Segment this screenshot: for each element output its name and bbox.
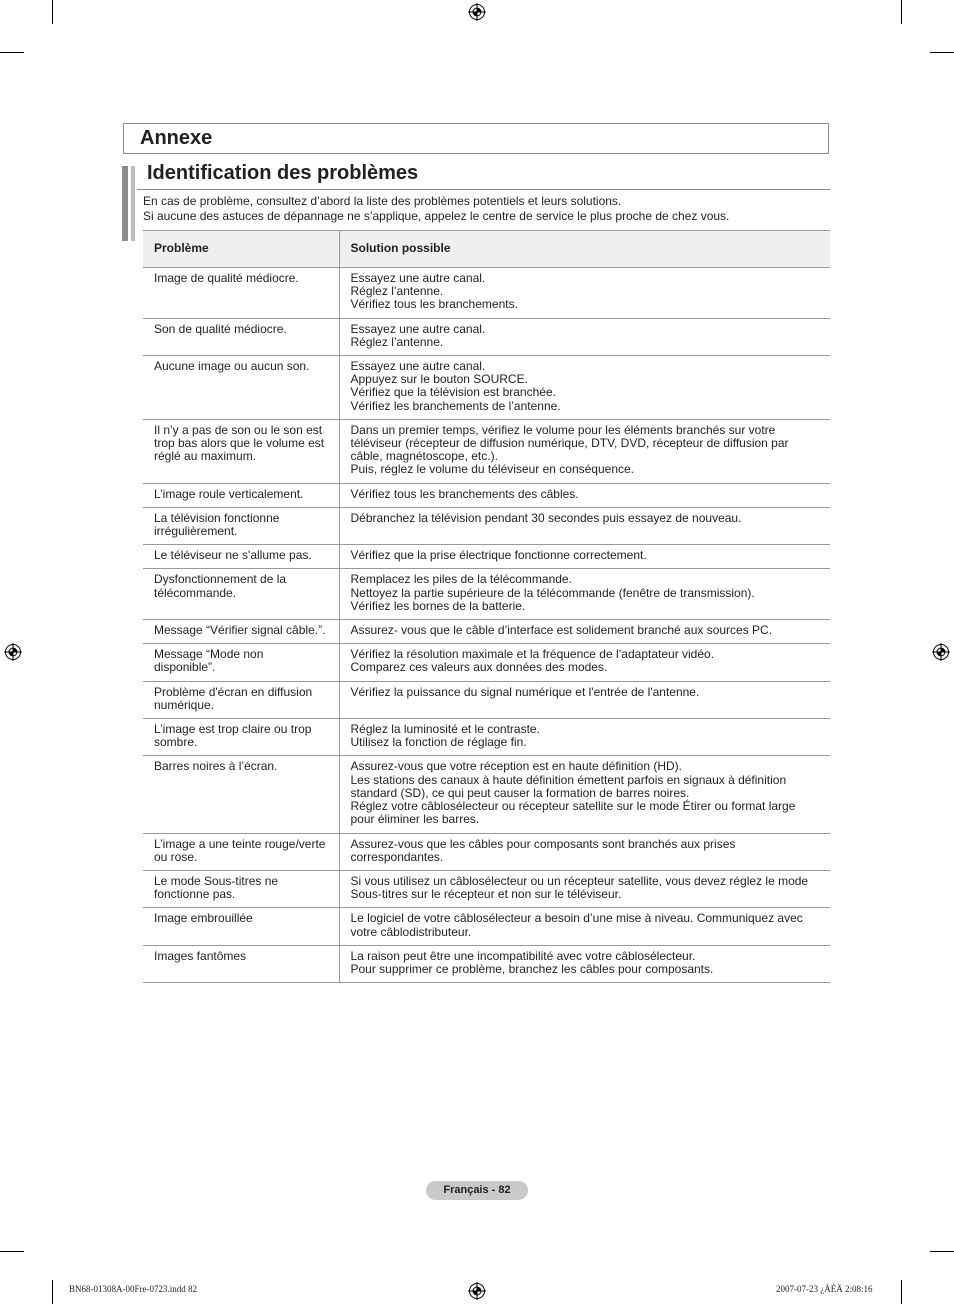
section-title: Annexe	[140, 127, 213, 149]
solution-cell	[339, 681, 830, 718]
problem-cell: Images fantômes	[143, 945, 339, 982]
problem-cell: Problème d'écran en diffusion numérique.	[143, 681, 339, 718]
solution-line: Essayez une autre canal.	[350, 271, 486, 285]
solution-cell	[339, 620, 830, 644]
solution-line: Réglez votre câblosélecteur ou récepteur satellite sur le mode Étirer ou format large pour éliminer les barres.	[350, 799, 796, 827]
solution-line: Vérifiez tous les branchements.	[350, 297, 518, 312]
solution-line: Débranchez la télévision pendant 30 secondes puis essayez de nouveau.	[350, 510, 742, 525]
solution-line: Vérifiez la résolution maximale et la fréquence de l’adaptateur vidéo.	[350, 647, 715, 662]
side-bar-light	[131, 166, 135, 241]
crop-mark	[0, 1251, 24, 1252]
solution-line: Vérifiez les branchements de l’antenne.	[350, 398, 561, 413]
intro-line: En cas de problème, consultez d’abord la liste des problèmes potentiels et leurs solutions.	[143, 194, 622, 208]
table-row	[143, 945, 830, 982]
crop-mark	[930, 1251, 954, 1252]
solution-cell	[339, 908, 830, 945]
solution-line: La raison peut être une incompatibilité avec votre câblosélecteur.	[350, 948, 696, 963]
table-row	[143, 620, 830, 644]
page-title: Identification des problèmes	[147, 162, 419, 184]
solution-line: Vérifiez tous les branchements des câbles.	[350, 486, 579, 501]
solution-cell	[339, 356, 830, 420]
solution-line: Puis, réglez le volume du téléviseur en conséquence.	[350, 462, 634, 477]
print-timestamp: 2007-07-23 ¿ÀÈÄ 2:08:16	[776, 1284, 873, 1294]
solution-line: Appuyez sur le bouton SOURCE.	[350, 372, 528, 387]
registration-mark-icon	[468, 1282, 486, 1300]
crop-mark	[52, 0, 53, 24]
problem-cell: Son de qualité médiocre.	[143, 318, 339, 355]
problem-cell: Barres noires à l’écran.	[143, 756, 339, 833]
problem-cell: L’image roule verticalement.	[143, 483, 339, 507]
crop-mark	[901, 1280, 902, 1304]
table-row	[143, 507, 830, 544]
solution-line: Comparez ces valeurs aux données des modes.	[350, 660, 608, 675]
problem-cell: Message “Vérifier signal câble.”.	[143, 620, 339, 644]
solution-cell	[339, 644, 830, 681]
crop-mark	[901, 0, 902, 24]
table-row	[143, 569, 830, 620]
solution-cell	[339, 870, 830, 907]
solution-cell	[339, 483, 830, 507]
solution-line: Remplacez les piles de la télécommande.	[350, 572, 572, 587]
column-header-solution: Solution possible	[339, 231, 830, 268]
solution-cell	[339, 756, 830, 833]
column-header-problem: Problème	[143, 231, 339, 268]
problem-cell: Il n’y a pas de son ou le son est trop bas alors que le volume est réglé au maximum.	[143, 419, 339, 483]
crop-mark	[930, 52, 954, 53]
intro-line: Si aucune des astuces de dépannage ne s’applique, appelez le centre de service le plus proche de chez vous.	[143, 209, 730, 223]
problem-cell: Le mode Sous-titres ne fonctionne pas.	[143, 870, 339, 907]
solution-line: Vérifiez la puissance du signal numérique et l'entrée de l'antenne.	[350, 684, 700, 699]
solution-line: Assurez-vous que les câbles pour composants sont branchés aux prises correspondantes.	[350, 836, 736, 864]
crop-mark	[0, 52, 24, 53]
problem-cell: Image de qualité médiocre.	[143, 268, 339, 319]
solution-cell	[339, 569, 830, 620]
title-side-bar	[122, 166, 136, 241]
problem-cell: Le téléviseur ne s'allume pas.	[143, 545, 339, 569]
solution-line: Réglez l’antenne.	[350, 284, 444, 299]
table-row	[143, 268, 830, 319]
table-row	[143, 719, 830, 756]
solution-line: Essayez une autre canal.	[350, 359, 486, 374]
file-info: BN68-01308A-00Fre-0723.indd 82	[69, 1284, 197, 1294]
solution-line: Essayez une autre canal.	[350, 321, 486, 336]
solution-cell	[339, 507, 830, 544]
problem-cell: Image embrouillée	[143, 908, 339, 945]
table-row	[143, 908, 830, 945]
problem-cell: Message “Mode non disponible”.	[143, 644, 339, 681]
solution-line: Les stations des canaux à haute définition émettent parfois en signaux à définition standard (SD), ce qui peut causer la formation de barres noires.	[350, 772, 787, 800]
solution-line: Vérifiez les bornes de la batterie.	[350, 598, 526, 613]
problem-cell: Dysfonctionnement de la télécommande.	[143, 569, 339, 620]
table-body	[143, 268, 830, 983]
solution-line: Réglez l’antenne.	[350, 334, 444, 349]
table-row	[143, 833, 830, 870]
table-row	[143, 419, 830, 483]
solution-line: Pour supprimer ce problème, branchez les câbles pour composants.	[350, 961, 714, 976]
solution-line: Dans un premier temps, vérifiez le volume pour les éléments branchés sur votre téléviseur (récepteur de diffusion numérique, DTV, DVD, récepteur de diffusion par câble, magnétoscope, etc.).	[350, 422, 789, 464]
table-row	[143, 756, 830, 833]
solution-cell	[339, 318, 830, 355]
solution-cell	[339, 833, 830, 870]
title-underline	[137, 189, 830, 190]
solution-cell	[339, 945, 830, 982]
solution-cell	[339, 419, 830, 483]
table-row	[143, 644, 830, 681]
solution-line: Assurez- vous que le câble d’interface est solidement branché aux sources PC.	[350, 623, 773, 638]
table-row	[143, 545, 830, 569]
problem-cell: L’image est trop claire ou trop sombre.	[143, 719, 339, 756]
solution-line: Réglez la luminosité et le contraste.	[350, 722, 540, 737]
problem-cell: La télévision fonctionne irrégulièrement.	[143, 507, 339, 544]
registration-mark-icon	[932, 643, 950, 661]
registration-mark-icon	[468, 3, 486, 21]
table-row	[143, 356, 830, 420]
solution-cell	[339, 545, 830, 569]
section-header	[123, 123, 829, 154]
solution-cell	[339, 268, 830, 319]
solution-line: Vérifiez que la prise électrique fonctionne correctement.	[350, 548, 647, 563]
intro-text	[143, 194, 729, 224]
solution-cell	[339, 719, 830, 756]
table-row	[143, 681, 830, 718]
troubleshooting-table	[143, 230, 830, 983]
problem-cell: L’image a une teinte rouge/verte ou rose.	[143, 833, 339, 870]
solution-line: Si vous utilisez un câblosélecteur ou un récepteur satellite, vous devez réglez le mode Sous-titres sur le récepteur et non sur le téléviseur.	[350, 873, 809, 902]
solution-line: Le logiciel de votre câblosélecteur a besoin d’une mise à niveau. Communiquez avec votre câblodistributeur.	[350, 911, 803, 939]
crop-mark	[52, 1280, 53, 1304]
table-row	[143, 483, 830, 507]
registration-mark-icon	[4, 643, 22, 661]
page-number-badge: Français - 82	[426, 1181, 528, 1200]
solution-line: Utilisez la fonction de réglage fin.	[350, 735, 527, 750]
solution-line: Assurez-vous que votre réception est en haute définition (HD).	[350, 759, 683, 774]
solution-line: Vérifiez que la télévision est branchée.	[350, 385, 556, 400]
solution-line: Nettoyez la partie supérieure de la télécommande (fenêtre de transmission).	[350, 585, 755, 600]
problem-cell: Aucune image ou aucun son.	[143, 356, 339, 420]
table-row	[143, 870, 830, 907]
table-row	[143, 318, 830, 355]
table-header-row	[143, 231, 830, 268]
